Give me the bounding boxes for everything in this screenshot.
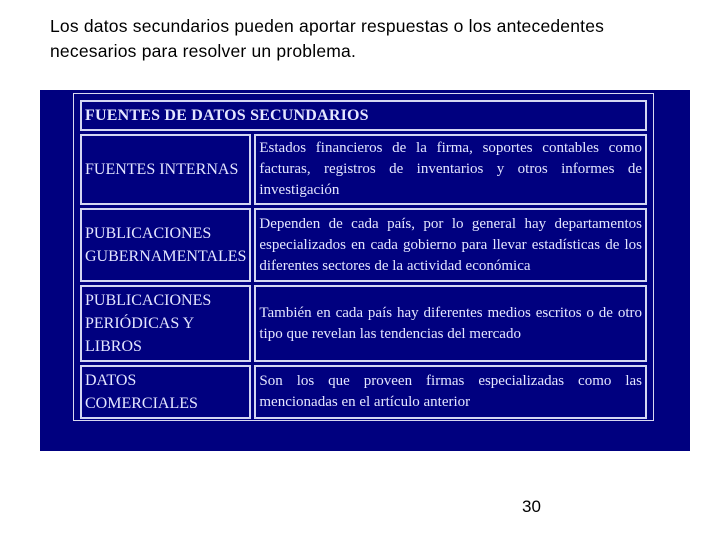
table-row — [80, 365, 647, 419]
row-description-periodicas: También en cada país hay diferentes medios escritos o de otro tipo que revelan las tendencias del mercado — [254, 285, 647, 362]
row-label-internas: FUENTES INTERNAS — [80, 134, 251, 205]
intro-line-1: Los datos secundarios pueden aportar respuestas o los antecedentes — [50, 16, 605, 36]
table-row — [80, 208, 647, 282]
table-frame — [73, 93, 654, 421]
row-label-periodicas: PUBLICACIONES PERIÓDICAS Y LIBROS — [80, 285, 251, 362]
intro-line-2: necesarios para resolver un problema. — [50, 41, 357, 61]
intro-text — [50, 14, 690, 64]
slide-panel — [40, 90, 690, 451]
row-label-gubernamentales: PUBLICACIONES GUBERNAMENTALES — [80, 208, 251, 282]
table-row — [80, 285, 647, 362]
secondary-sources-table — [77, 97, 650, 422]
table-title: FUENTES DE DATOS SECUNDARIOS — [80, 100, 647, 131]
row-description-comerciales: Son los que proveen firmas especializadas como las mencionadas en el artículo anterior — [254, 365, 647, 419]
row-description-gubernamentales: Dependen de cada país, por lo general hay departamentos especializados en cada gobierno para llevar estadísticas de los diferentes sectores de la actividad económica — [254, 208, 647, 282]
table-header-row — [80, 100, 647, 131]
row-label-comerciales: DATOS COMERCIALES — [80, 365, 251, 419]
row-description-internas: Estados financieros de la firma, soportes contables como facturas, registros de inventarios y otros informes de investigación — [254, 134, 647, 205]
table-row — [80, 134, 647, 205]
page-number: 30 — [522, 497, 541, 516]
